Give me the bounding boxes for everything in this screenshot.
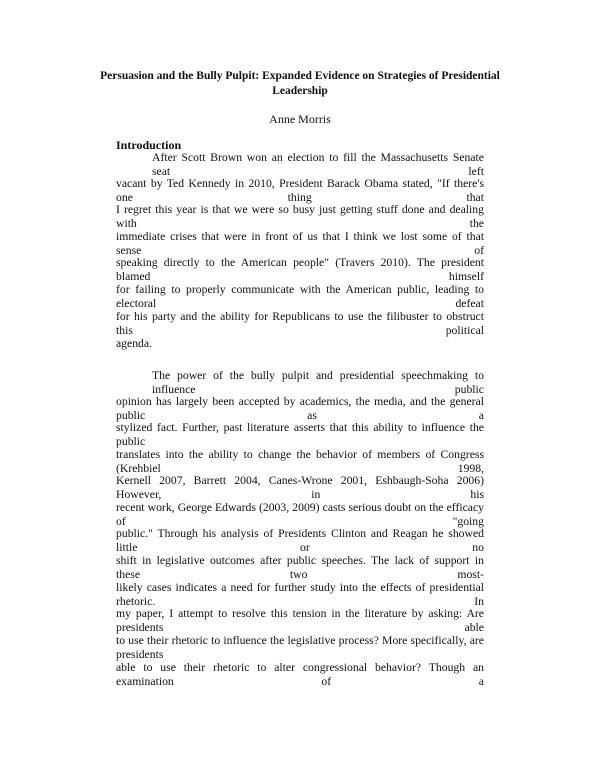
paper-title xyxy=(60,69,540,99)
paragraph-1-line: After Scott Brown won an election to fill the Massachusetts Senate seat left xyxy=(152,151,484,178)
paragraph-2-line: opinion has largely been accepted by academics, the media, and the general public as a xyxy=(116,395,484,422)
paragraph-2-line: shift in legislative outcomes after public speeches. The lack of support in these two most- xyxy=(116,554,484,581)
paragraph-2-line: translates into the ability to change the behavior of members of Congress (Krehbiel 1998, xyxy=(116,448,484,475)
paragraph-2-line: to use their rhetoric to influence the legislative process? More specifically, are presidents xyxy=(116,634,484,661)
paragraph-1-line: agenda. xyxy=(116,337,153,350)
paragraph-2-line: Kernell 2007, Barrett 2004, Canes-Wrone 2001, Eshbaugh-Soha 2006) However, in his xyxy=(116,474,484,501)
paragraph-2-line: The power of the bully pulpit and presidential speechmaking to influence public xyxy=(152,369,484,396)
title-line-1: Persuasion and the Bully Pulpit: Expanded Evidence on Strategies of Presidential xyxy=(100,70,500,82)
paragraph-1-line: immediate crises that were in front of us that I think we lost some of that sense of xyxy=(116,230,484,257)
paragraph-1-line: for failing to properly communicate with the American public, leading to electoral defeat xyxy=(116,283,484,310)
paragraph-2-line: recent work, George Edwards (2003, 2009) casts serious doubt on the efficacy of "going xyxy=(116,501,484,528)
paragraph-1-line: for his party and the ability for Republicans to use the filibuster to obstruct this political xyxy=(116,310,484,337)
paragraph-2-line: my paper, I attempt to resolve this tension in the literature by asking: Are presidents able xyxy=(116,607,484,634)
paragraph-2-line: likely cases indicates a need for further study into the effects of presidential rhetoric. In xyxy=(116,581,484,608)
paragraph-1-line: I regret this year is that we were so busy just getting stuff done and dealing with the xyxy=(116,203,484,230)
section-heading: Introduction xyxy=(116,138,182,152)
title-line-2: Leadership xyxy=(272,85,328,97)
paragraph-2-line: stylized fact. Further, past literature asserts that this ability to influence the public xyxy=(116,421,484,448)
paragraph-1-line: vacant by Ted Kennedy in 2010, President Barack Obama stated, "If there's one thing that xyxy=(116,177,484,204)
paragraph-1-line: speaking directly to the American people" (Travers 2010). The president blamed himself xyxy=(116,256,484,283)
paragraph-2-line: public." Through his analysis of Presidents Clinton and Reagan he showed little or no xyxy=(116,527,484,554)
paragraph-2-line: able to use their rhetoric to alter congressional behavior? Though an examination of a xyxy=(116,661,484,688)
author-name: Anne Morris xyxy=(269,112,331,126)
